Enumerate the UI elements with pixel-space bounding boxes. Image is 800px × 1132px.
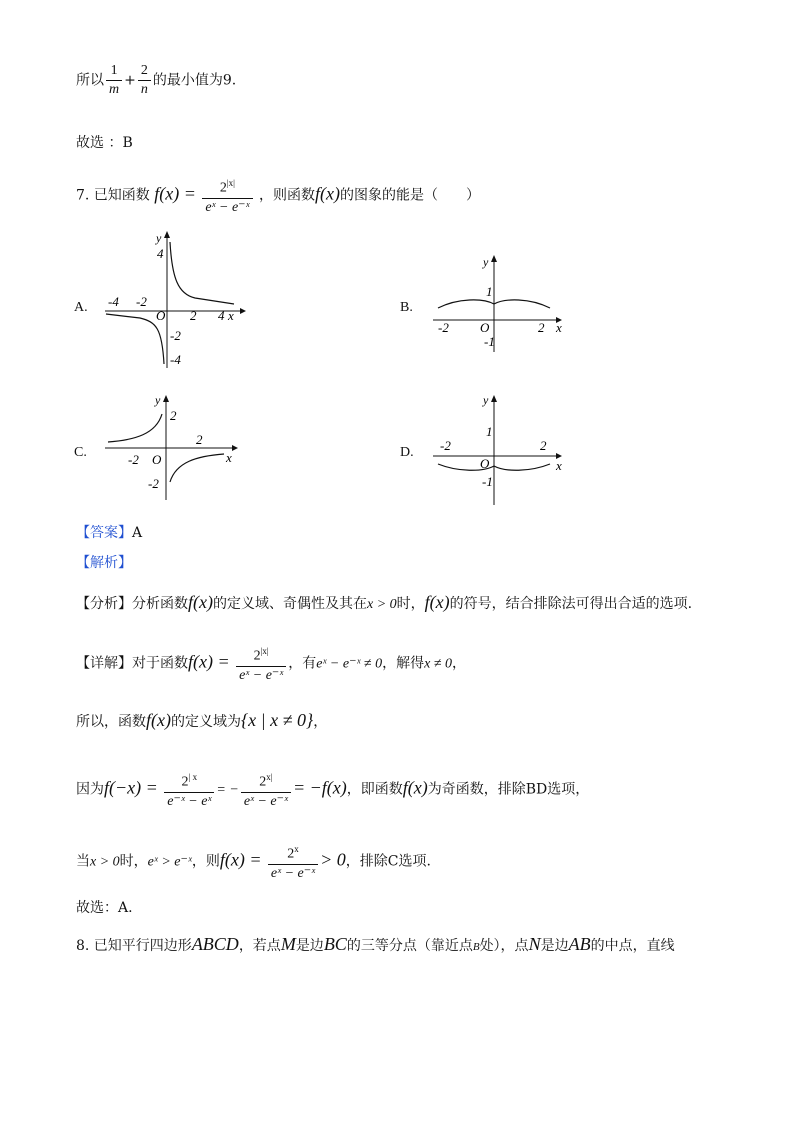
function-name: f(x) [146,710,171,730]
text: 的三等分点（靠近点 [346,938,473,954]
numerator-base: 2 [219,180,227,196]
y-axis-arrow [164,231,170,238]
text: 所以，函数 [76,714,146,730]
tick-x-neg2: -2 [440,438,451,453]
answer-tag: 【答案】 [76,525,132,541]
fenxi-tag: 【分析】 [76,596,132,612]
tick-y-neg2: -2 [148,476,159,491]
detail-line [76,642,466,685]
text: ，有 [288,655,317,672]
odd-line [76,768,589,811]
text: 的中点，直线 [590,938,675,954]
odd-fraction-2 [241,768,291,811]
option-d-label: D. [400,445,414,460]
math: ABCD [191,934,239,954]
y-axis-arrow [491,395,497,402]
y-label: y [155,393,161,407]
tick-y-neg1: -1 [482,474,493,489]
denominator: m [109,82,120,97]
fenxi-line [76,592,692,615]
tick-y-4: 4 [157,246,164,261]
text: 的符号，结合排除法可得出合适的选项. [449,596,693,612]
function-name: f(x) = [219,849,262,870]
tick-x-4: 4 [218,308,225,323]
function-name: f(x) [188,592,213,612]
tick-y-neg4: -4 [170,352,181,367]
condition: x > 0 [366,597,397,612]
math: M [280,934,296,954]
text: ，排除C选项. [345,853,431,870]
text: 的定义域为 [170,714,241,730]
y-label: y [483,255,489,269]
curve-left [108,414,162,442]
text: 对于函数 [132,655,188,672]
text: 时， [396,596,425,612]
function-name: f(x) [314,183,340,204]
text: 的最小值为9. [152,72,237,89]
text: ， [313,714,328,730]
origin-label: O [156,308,166,323]
function-name: f(x) = [154,183,196,204]
odd-fraction-1 [164,768,214,811]
detail-tag: 【详解】 [76,655,132,672]
answer-line [76,523,142,543]
question-number: 8. 已知平行四边形 [76,938,192,954]
x-label: x [556,320,562,335]
prev-minimum-line [76,62,236,99]
question-number: 7. 已知函数 [76,187,150,204]
tick-y-1: 1 [486,284,493,299]
text: ，若点 [238,938,281,954]
text: 处），点 [479,938,529,954]
text: ，解得 [382,655,425,672]
function-name: f(x) [424,592,450,612]
denominator: e⁻ˣ − eˣ [167,793,212,809]
denominator: eˣ − e⁻ˣ [243,793,288,809]
function-name: f(x) = [188,651,230,672]
option-d-graph [428,390,573,508]
final-choice: 故选：A. [76,900,133,916]
text: 为奇函数，排除BD选项， [427,781,590,798]
x-label: x [226,450,232,465]
positive-fraction [268,840,318,883]
numerator-base: 2 [259,774,267,790]
numerator-exponent: x [294,844,299,854]
curve-right [170,242,234,304]
tick-x-neg2: -2 [128,452,139,467]
math: B [472,941,480,953]
domain-set: {x | x ≠ 0} [240,710,314,730]
y-axis-arrow [491,255,497,262]
text: 是边 [540,938,569,954]
tick-x-2: 2 [540,438,547,453]
tick-x-2: 2 [538,320,545,335]
q7-stem [76,174,480,217]
result: x ≠ 0 [424,656,453,672]
denominator: n [140,82,148,97]
numerator-exponent: |x| [260,646,269,656]
x-axis-arrow [240,308,246,314]
y-label: y [483,393,489,407]
detail-fraction [236,642,286,685]
math: BC [323,934,347,954]
tick-y-2: 2 [170,408,177,423]
tick-x-neg4: -4 [108,294,119,309]
numerator-base: 2 [253,648,261,664]
denominator: eˣ − e⁻ˣ [270,865,316,881]
rhs: = −f(x) [292,777,347,798]
math: AB [568,934,591,954]
option-b-label: B. [400,300,413,315]
numerator: 2 [138,62,151,81]
condition: x > 0 [90,854,120,870]
text: 因为 [76,781,104,798]
origin-label: O [480,456,490,471]
math: N [528,934,541,954]
tick-y-neg2: -2 [170,328,181,343]
option-c-graph [100,390,250,505]
origin-label: O [152,452,162,467]
fraction-2-over-n [138,62,151,99]
function-name: f(x) [402,777,428,798]
numerator-exponent: x| [266,772,273,782]
text: 时， [119,853,148,870]
domain-line [76,710,327,732]
denominator: eˣ − e⁻ˣ [239,667,284,683]
option-b-graph [428,250,573,355]
text: 分析函数 [132,596,188,612]
numerator: 1 [106,62,122,81]
text: 是边 [295,938,324,954]
origin-label: O [480,320,490,335]
tick-x-2: 2 [196,432,203,447]
x-axis-arrow [232,445,238,451]
positive-line [76,840,431,883]
text: 所以 [76,72,104,89]
denominator: eˣ − e⁻ˣ [205,199,250,215]
text: 的图象的能是（ ） [339,187,480,204]
curve-right [170,454,224,482]
prev-choice: 故选 ：B [76,135,133,151]
equals-minus: = − [216,782,239,798]
q8-stem [76,934,675,957]
option-c-label: C. [74,445,87,460]
text: ，则函数 [258,187,315,204]
greater-than-zero: > 0 [320,849,346,870]
text: ，则 [191,853,220,870]
text: 当 [76,853,90,870]
fraction-1-over-m [106,62,122,99]
function-fraction [202,174,252,217]
tick-x-neg2: -2 [438,320,449,335]
analysis-tag: 【解析】 [76,555,132,571]
tick-y-1: 1 [486,424,493,439]
numerator-exponent: |x| [226,178,235,188]
text: 的定义域、奇偶性及其在 [212,596,367,612]
tick-x-2: 2 [190,308,197,323]
answer-value: A [132,525,143,541]
x-label: x [556,458,562,473]
tick-y-neg1: -1 [484,334,495,349]
lhs: f(−x) = [104,777,158,798]
inequality: eˣ > e⁻ˣ [147,854,192,870]
text: ， [452,655,467,672]
numerator-base: 2 [287,846,295,862]
plus-sign: + [124,72,136,89]
y-label: y [156,231,162,245]
option-a-graph [100,228,250,370]
numerator-base: 2 [181,774,189,790]
y-axis-arrow [163,395,169,402]
option-a-label: A. [74,300,88,315]
tick-x-neg2: -2 [136,294,147,309]
condition: eˣ − e⁻ˣ ≠ 0 [316,656,383,672]
numerator-exponent: | x [188,772,198,782]
text: ，即函数 [346,781,403,798]
x-label: x [228,308,234,323]
